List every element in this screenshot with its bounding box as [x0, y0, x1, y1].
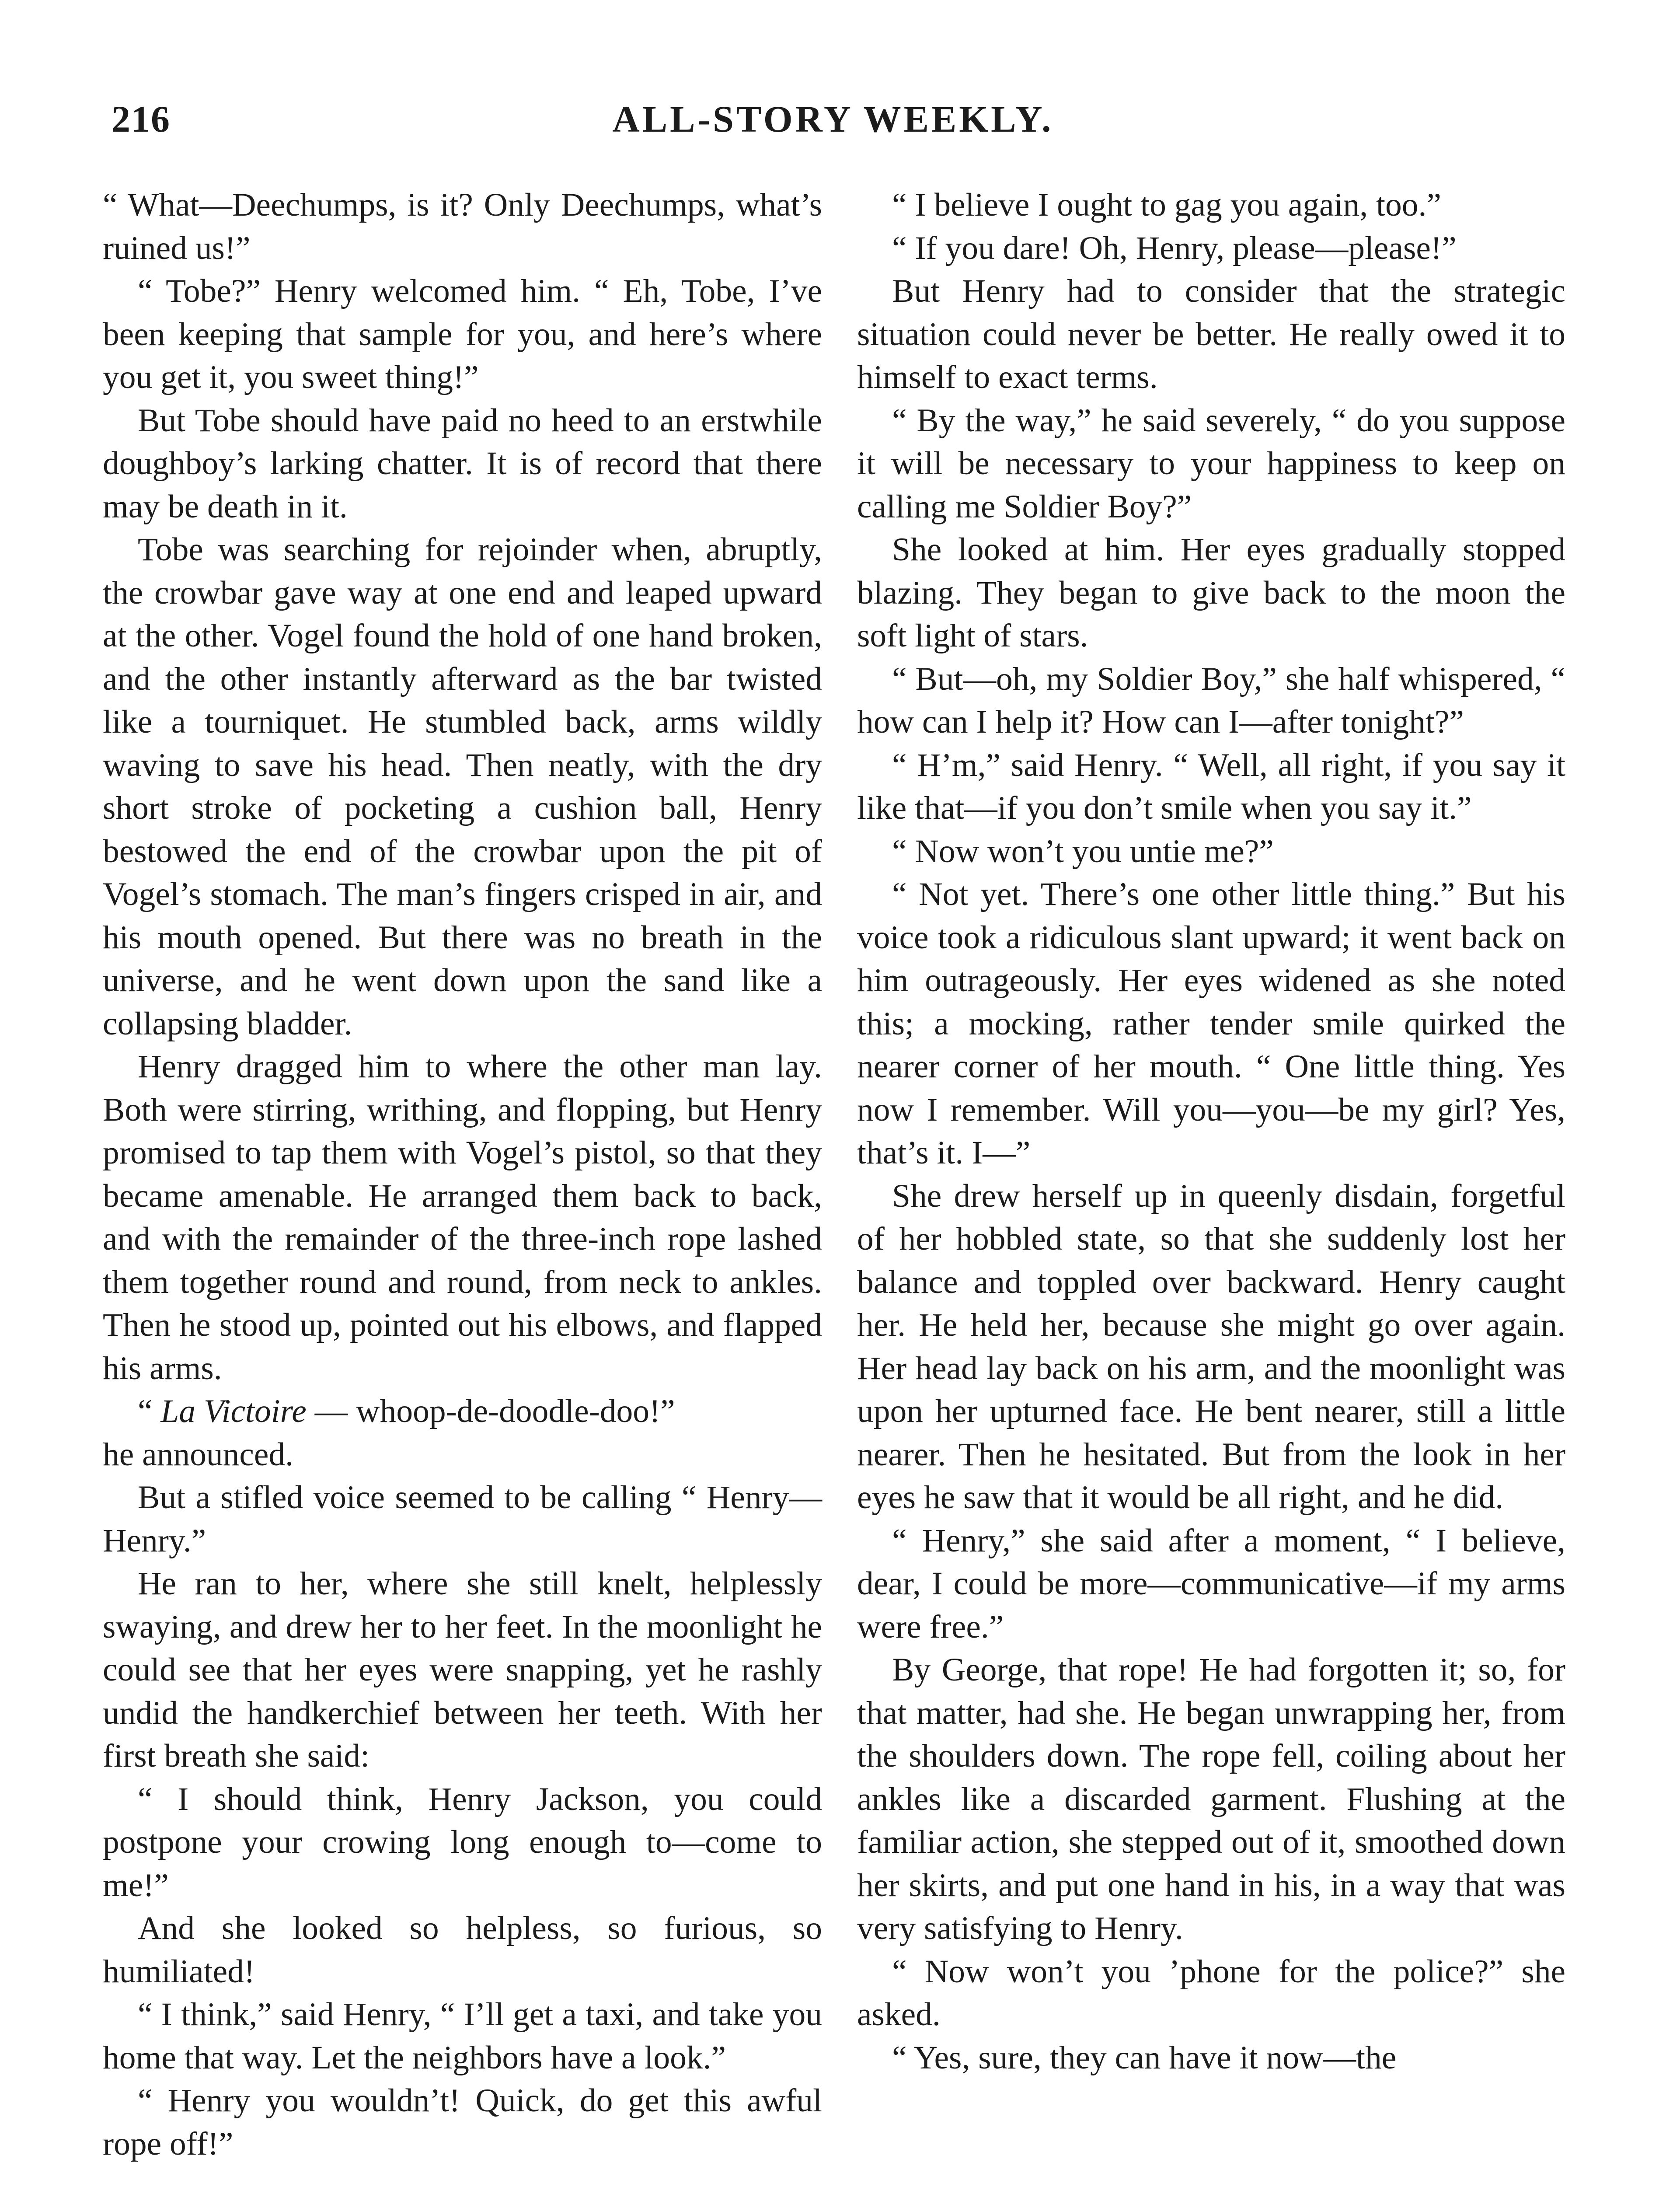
open-quote: “ — [138, 1393, 153, 1429]
paragraph: He ran to her, where she still knelt, helplessly swaying, and drew her to her feet. In the moonlight he could see that her eyes were snapping, yet he rashly undid the handkerchief between her teeth. With her first breath she said: — [103, 1565, 822, 1774]
magazine-title: ALL-STORY WEEKLY. — [612, 98, 1054, 140]
paragraph: “ What—Deechumps, is it? Only Deechumps, what’s ruined us!” — [103, 187, 822, 266]
paragraph: Tobe was searching for rejoinder when, abruptly, the crowbar gave way at one end and leaped upward at the other. Vogel found the hold of one hand broken, and the other instantly afterward as the bar twisted like a tourniquet. He stumbled back, arms wildly waving to save his head. Then neatly, with the dry short stroke of pocketing a cushion ball, Henry bestowed the end of the crowbar upon the pit of Vogel’s stomach. The man’s fingers crisped in air, and his mouth opened. But there was no breath in the universe, and he went down upon the sand like a collapsing bladder. — [103, 531, 822, 1042]
paragraph: But Tobe should have paid no heed to an erstwhile doughboy’s larking chatter. It is of record that there may be death in it. — [103, 402, 822, 525]
victoire-exclamation — [103, 1390, 822, 1433]
page-number: 216 — [112, 98, 171, 140]
page-header — [112, 97, 1555, 154]
paragraph: “ Yes, sure, they can have it now—the — [892, 2039, 1397, 2076]
paragraph: “ Now won’t you untie me?” — [892, 833, 1274, 870]
paragraph: “ Tobe?” Henry welcomed him. “ Eh, Tobe, I’ve been keeping that sample for you, and here’s where you get it, you sweet thing!” — [103, 273, 822, 395]
paragraph: “ H’m,” said Henry. “ Well, all right, if you say it like that—if you don’t smile when you say it.” — [857, 747, 1565, 826]
paragraph: “ Now won’t you ’phone for the police?” she asked. — [857, 1953, 1565, 2033]
paragraph: By George, that rope! He had forgotten it; so, for that matter, had she. He began unwrapping her, from the shoulders down. The rope fell, coiling about her ankles like a discarded garment. Flushing at the familiar action, she stepped out of it, smoothed down her skirts, and put one hand in his, in a way that was very satisfying to Henry. — [857, 1652, 1565, 1946]
paragraph: She looked at him. Her eyes gradually stopped blazing. They began to give back to the moon the soft light of stars. — [857, 531, 1565, 654]
paragraph: Henry dragged him to where the other man lay. Both were stirring, writhing, and flopping, but Henry promised to tap them with Vogel’s pistol, so that they became amenable. He arranged them back to back, and with the remainder of the three-inch rope lashed them together round and round, from neck to ankles. Then he stood up, pointed out his elbows, and flapped his arms. — [103, 1048, 822, 1387]
paragraph: “ I think,” said Henry, “ I’ll get a taxi, and take you home that way. Let the neighbors have a look.” — [103, 1996, 822, 2076]
exclamation-rest: — whoop-de-doodle-doo!” — [306, 1393, 675, 1429]
paragraph: “ Not yet. There’s one other little thing.” But his voice took a ridiculous slant upward; it went back on him outrageously. Her eyes widened as she noted this; a mocking, rather tender smile quirked the nearer corner of her mouth. “ One little thing. Yes now I remember. Will you—you—be my girl? Yes, that’s it. I—” — [857, 876, 1565, 1171]
paragraph: And she looked so helpless, so furious, so humiliated! — [103, 1910, 822, 1990]
paragraph: She drew herself up in queenly disdain, forgetful of her hobbled state, so that she suddenly lost her balance and toppled over backward. Henry caught her. He held her, because she might go over again. Her head lay back on his arm, and the moonlight was upon her upturned face. He bent nearer, still a little nearer. Then he hesitated. But from the look in her eyes he saw that it would be all right, and he did. — [857, 1177, 1565, 1516]
paragraph: But Henry had to consider that the strategic situation could never be better. He really owed it to himself to exact terms. — [857, 273, 1565, 395]
italic-phrase: La Victoire — [160, 1393, 307, 1429]
paragraph: “ If you dare! Oh, Henry, please—please!” — [892, 230, 1457, 266]
paragraph: “ I should think, Henry Jackson, you could postpone your crowing long enough to—come to me!” — [103, 1781, 822, 1904]
paragraph: he announced. — [103, 1436, 294, 1473]
paragraph: “ By the way,” he said severely, “ do you suppose it will be necessary to your happiness to keep on calling me Soldier Boy?” — [857, 402, 1565, 525]
paragraph: “ I believe I ought to gag you again, too.” — [892, 187, 1441, 223]
paragraph: “ Henry you wouldn’t! Quick, do get this awful rope off!” — [103, 2082, 822, 2162]
paragraph: “ Henry,” she said after a moment, “ I believe, dear, I could be more—communicative—if my arms were free.” — [857, 1522, 1565, 1645]
paragraph: But a stifled voice seemed to be calling “ Henry—Henry.” — [103, 1479, 822, 1559]
right-column — [857, 184, 1565, 2079]
paragraph: “ But—oh, my Soldier Boy,” she half whispered, “ how can I help it? How can I—after tonight?” — [857, 660, 1565, 740]
left-column — [103, 184, 822, 2166]
